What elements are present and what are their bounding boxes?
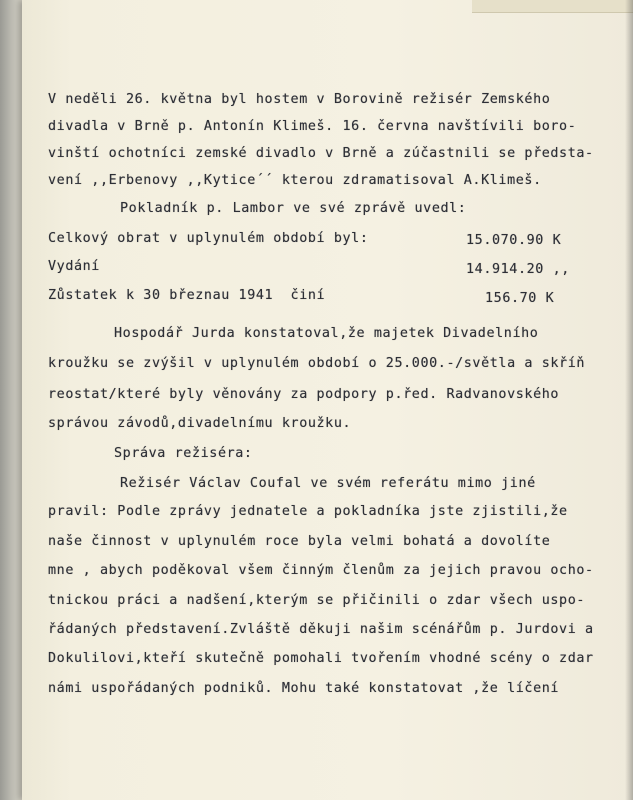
text-line: kroužku se zvýšil v uplynulém období o 25.000.-/světla a skříň [48,356,586,371]
text-line: mne , abych poděkoval všem činným členům za jejich pravou ocho- [48,563,594,578]
text-line: vení ,,Erbenovy ,,Kytice´´ kterou zdramatisoval A.Klimeš. [48,173,542,188]
text-line: reostat/které byly věnovány za podpory p.řed. Radvanovského [48,387,560,402]
ledger-amount: 156.70 K [485,291,555,306]
text-line: Dokulilovi,kteří skutečně pomohali tvořením vhodné scény o zdar [48,651,594,666]
text-line: Režisér Václav Coufal ve svém referátu mimo jiné [120,476,536,491]
text-line: námi uspořádaných podniků. Mohu také konstatovat ,že líčení [48,681,560,696]
text-line: tnickou práci a nadšení,kterým se přičinili o zdar všech uspo- [48,593,586,608]
text-line: Hospodář Jurda konstatoval,že majetek Divadelního [114,326,539,341]
text-line: divadla v Brně p. Antonín Klimeš. 16. června navštívili boro- [48,119,577,134]
ledger-label: Vydání [48,259,100,274]
paper-tab [472,0,633,13]
ledger-amount: 15.070.90 K [466,233,562,248]
text-line: správou závodů,divadelnímu kroužku. [48,416,352,431]
ledger-label: Celkový obrat v uplynulém období byl: [48,231,369,246]
ledger-amount: 14.914.20 ,, [466,262,570,277]
text-line: vinští ochotníci zemské divadlo v Brně a zúčastnili se předsta- [48,146,594,161]
ledger-label: Zůstatek k 30 březnau 1941 činí [48,288,326,303]
text-line: V neděli 26. května byl hostem v Borovině režisér Zemského [48,92,551,107]
text-line: pravil: Podle zprávy jednatele a pokladníka jste zjistili,že [48,504,568,519]
text-line: řádaných představení.Zvláště děkuji našim scénářům p. Jurdovi a [48,622,594,637]
text-line: naše činnost v uplynulém roce byla velmi bohatá a dovolíte [48,534,551,549]
text-line: Pokladník p. Lambor ve své zprávě uvedl: [120,201,467,216]
section-heading: Správa režiséra: [114,446,253,461]
